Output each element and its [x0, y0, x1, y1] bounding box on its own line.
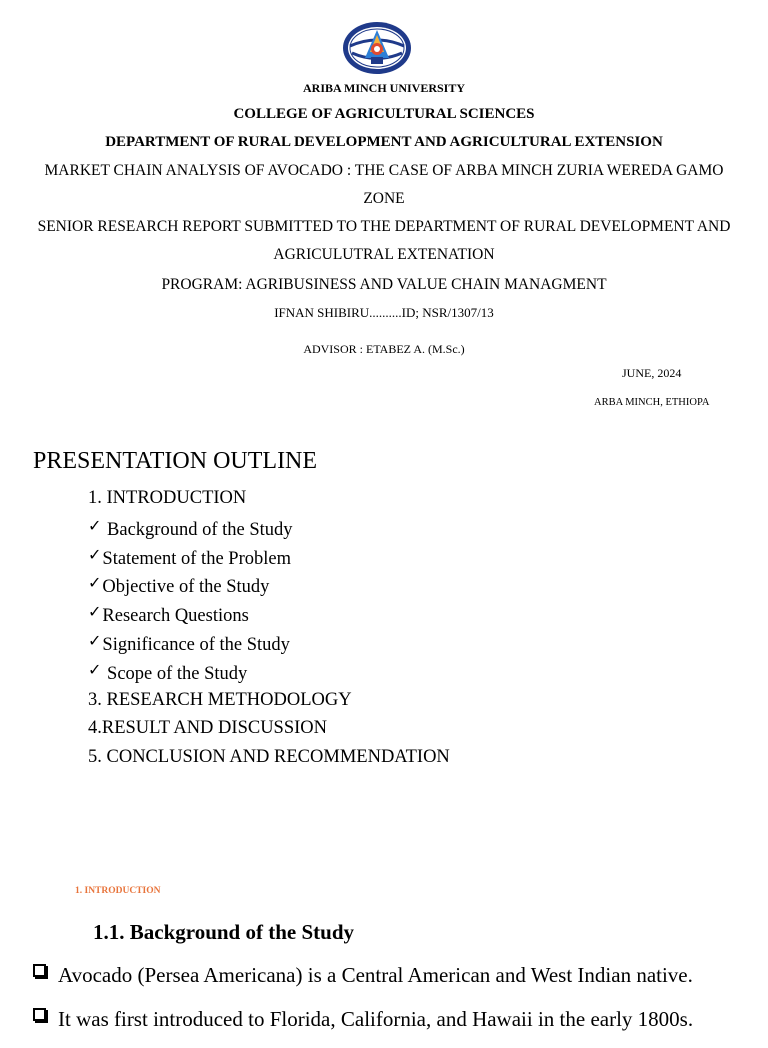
outline-list — [88, 484, 450, 772]
report-date: JUNE, 2024 — [622, 366, 682, 380]
intro-bullet-text: It was first introduced to Florida, California, and Hawaii in the early 1800s. — [58, 1007, 694, 1031]
outline-item-label: 3. RESEARCH METHODOLOGY — [88, 689, 352, 710]
checkmark-icon: ✓ — [88, 632, 102, 650]
submission-line2: AGRICULUTRAL EXTENATION — [273, 246, 495, 263]
advisor-line: ADVISOR : ETABEZ A. (M.Sc.) — [303, 342, 465, 356]
outline-item — [88, 542, 450, 571]
submission-line1: SENIOR RESEARCH REPORT SUBMITTED TO THE DEPARTMENT OF RURAL DEVELOPMENT AND — [37, 218, 731, 235]
outline-item-label: Background of the Study — [102, 519, 293, 540]
square-bullet-icon — [33, 1008, 46, 1021]
outline-item-label: 1. INTRODUCTION — [88, 488, 247, 508]
university-name: ARIBA MINCH UNIVERSITY — [302, 81, 466, 95]
college-name: COLLEGE OF AGRICULTURAL SCIENCES — [233, 106, 535, 122]
background-heading: 1.1. Background of the Study — [93, 920, 355, 944]
department-name: DEPARTMENT OF RURAL DEVELOPMENT AND AGRICULTURAL EXTENSION — [105, 134, 663, 150]
intro-bullet — [32, 1004, 693, 1048]
outline-item — [88, 628, 450, 657]
outline-item — [88, 599, 450, 628]
program-line: PROGRAM: AGRIBUSINESS AND VALUE CHAIN MANAGMENT — [161, 276, 607, 293]
section-tag: 1. INTRODUCTION — [75, 886, 161, 896]
outline-item-label: Scope of the Study — [102, 663, 248, 684]
square-bullet-icon — [33, 964, 46, 977]
intro-bullet-text: Avocado (Persea Americana) is a Central American and West Indian native. — [58, 963, 693, 987]
outline-item — [88, 570, 450, 599]
outline-item — [88, 686, 450, 715]
checkmark-icon: ✓ — [88, 661, 102, 679]
university-logo — [341, 20, 413, 76]
outline-item-label: 4.RESULT AND DISCUSSION — [88, 718, 328, 739]
outline-item-label: 5. CONCLUSION AND RECOMMENDATION — [88, 747, 450, 768]
outline-item-label: Research Questions — [102, 606, 249, 627]
outline-item — [88, 513, 450, 542]
outline-item-label: Objective of the Study — [102, 577, 270, 598]
outline-item — [88, 714, 450, 743]
outline-item-label: Statement of the Problem — [102, 548, 291, 569]
checkmark-icon: ✓ — [88, 517, 102, 535]
author-line: IFNAN SHIBIRU..........ID; NSR/1307/13 — [274, 305, 494, 320]
checkmark-icon: ✓ — [88, 604, 102, 622]
intro-bullet — [32, 960, 693, 1004]
report-title-line2: ZONE — [363, 190, 405, 207]
checkmark-icon: ✓ — [88, 546, 102, 564]
outline-item — [88, 657, 450, 686]
outline-item — [88, 484, 450, 513]
outline-title: PRESENTATION OUTLINE — [33, 448, 318, 474]
report-place: ARBA MINCH, ETHIOPA — [594, 397, 710, 408]
report-title-line1: MARKET CHAIN ANALYSIS OF AVOCADO : THE CASE OF ARBA MINCH ZURIA WEREDA GAMO — [44, 162, 724, 179]
intro-bullet-list — [32, 960, 693, 1048]
outline-item-label: Significance of the Study — [102, 634, 290, 655]
checkmark-icon: ✓ — [88, 575, 102, 593]
outline-item — [88, 743, 450, 772]
